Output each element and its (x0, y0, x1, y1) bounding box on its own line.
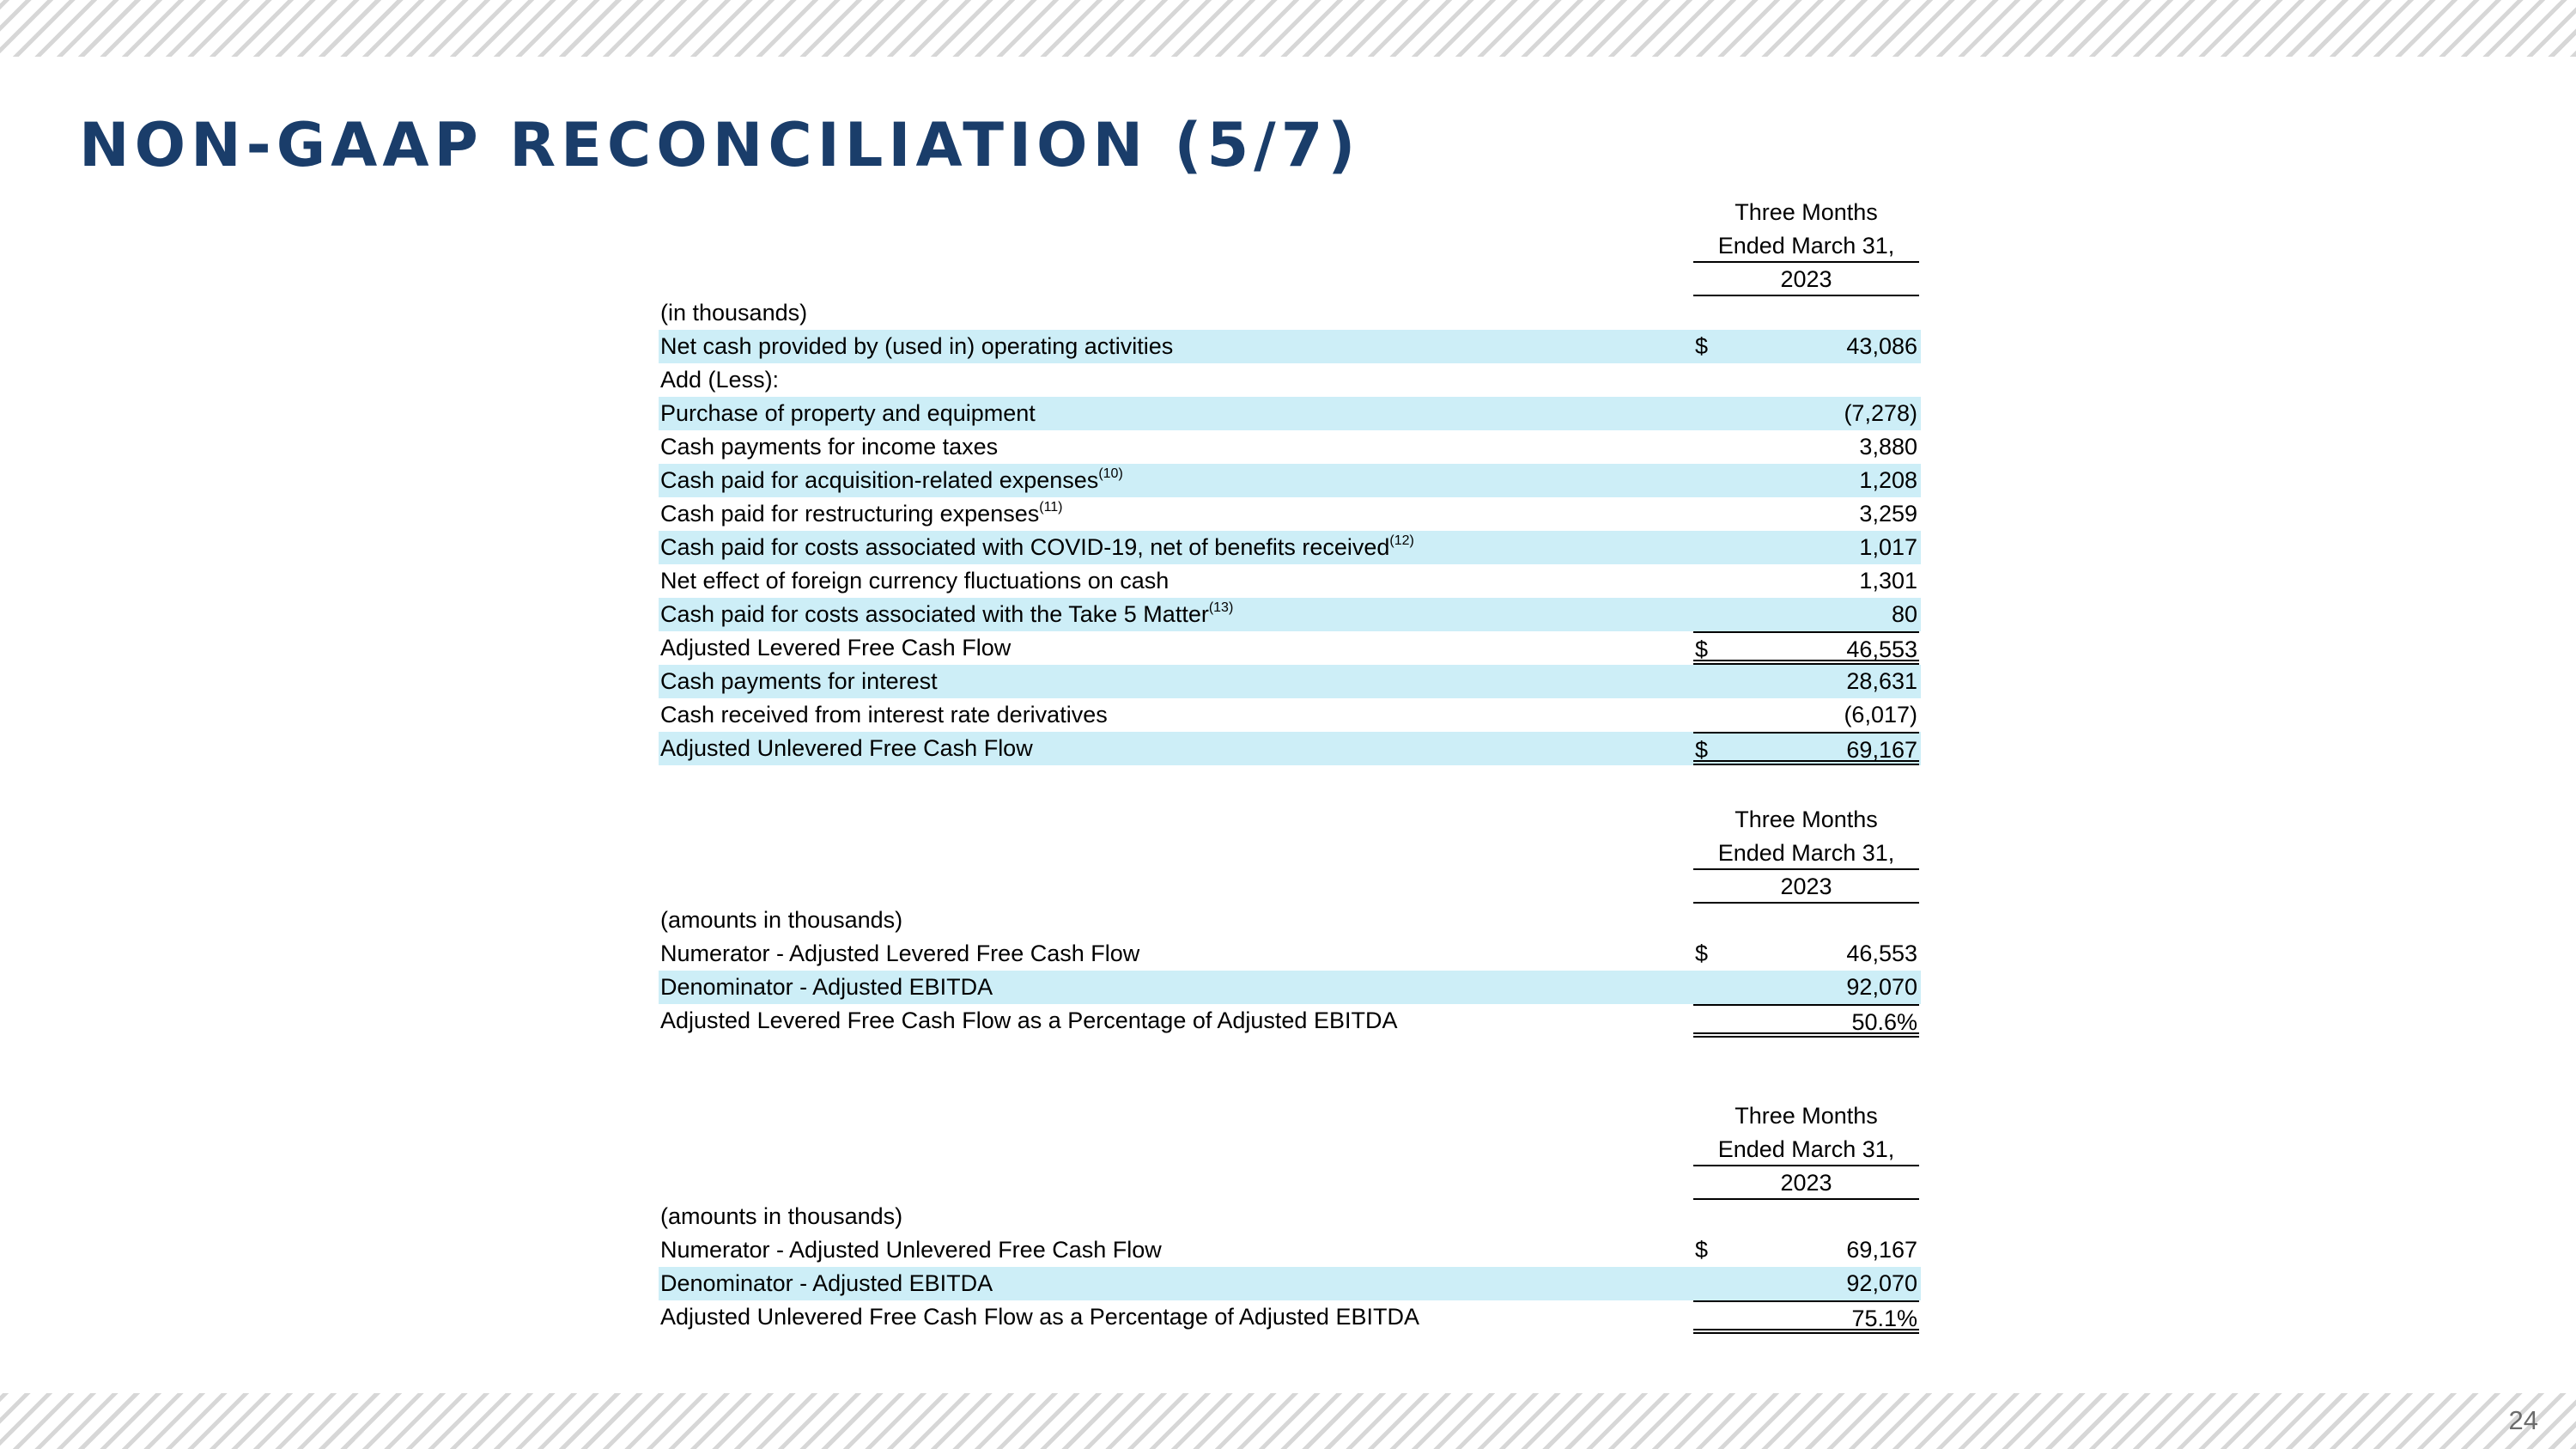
table-row (659, 464, 1921, 497)
row-value: 92,070 (1846, 1270, 1917, 1296)
column-header-text: Three Months (1735, 1103, 1878, 1129)
column-header-line-2 (659, 1133, 1921, 1166)
row-label: Cash payments for income taxes (660, 434, 999, 460)
footnote-marker: (13) (1208, 600, 1234, 615)
row-value: (7,278) (1844, 400, 1917, 426)
row-label: Denominator - Adjusted EBITDA (660, 974, 993, 1000)
table-row (659, 1267, 1921, 1300)
row-label: Net cash provided by (used in) operating activities (660, 333, 1174, 359)
bottom-hatch-band (0, 1393, 2576, 1449)
row-value: 50.6% (1693, 1004, 1919, 1038)
row-label: Net effect of foreign currency fluctuations on cash (660, 568, 1170, 594)
table-row (659, 1233, 1921, 1267)
row-value: 46,553 (1846, 636, 1917, 662)
row-value-cell (1693, 937, 1919, 971)
table-row (659, 430, 1921, 464)
table-levered-fcf-percentage (659, 803, 1921, 1038)
row-value-cell (1693, 631, 1919, 665)
row-label: Adjusted Unlevered Free Cash Flow (660, 735, 1033, 761)
currency-symbol: $ (1695, 941, 1709, 966)
column-header-line-2 (659, 837, 1921, 870)
column-header-year: 2023 (1693, 1166, 1919, 1200)
column-header-line-1 (659, 196, 1921, 229)
column-header-year: 2023 (1693, 870, 1919, 904)
row-label: Cash paid for restructuring expenses$^{(11)}$ (660, 500, 1063, 527)
row-label: Cash payments for interest (660, 668, 938, 694)
column-header-text: Three Months (1735, 199, 1878, 225)
row-label: Cash paid for costs associated with the Take 5 Matter$^{(13)}$ (660, 600, 1234, 627)
units-row (659, 296, 1921, 330)
row-value: (6,017) (1844, 702, 1917, 728)
row-label: Adjusted Levered Free Cash Flow (660, 635, 1012, 661)
table-row (659, 397, 1921, 430)
row-value: 69,167 (1846, 1237, 1917, 1263)
table-row-total (659, 1300, 1921, 1334)
row-value: 3,880 (1859, 434, 1917, 460)
table-row (659, 598, 1921, 631)
row-value: 43,086 (1846, 333, 1917, 359)
row-value: 69,167 (1846, 737, 1917, 763)
column-header-line-2 (659, 229, 1921, 263)
units-row (659, 904, 1921, 937)
currency-symbol: $ (1695, 333, 1709, 359)
row-value: 1,017 (1859, 534, 1917, 560)
table-row (659, 564, 1921, 598)
page-title: NON-GAAP RECONCILIATION (5/7) (79, 110, 1361, 180)
row-value: 3,259 (1859, 501, 1917, 527)
column-header-text: Ended March 31, (1693, 837, 1919, 870)
row-label: Denominator - Adjusted EBITDA (660, 1270, 993, 1296)
table-row-total (659, 1004, 1921, 1038)
row-label: Numerator - Adjusted Levered Free Cash Flow (660, 941, 1140, 966)
table-row (659, 698, 1921, 732)
table-cash-flow-reconciliation (659, 196, 1921, 765)
row-value: 46,553 (1846, 941, 1917, 966)
column-header-text: Ended March 31, (1693, 1133, 1919, 1166)
column-header-line-3 (659, 263, 1921, 296)
row-label: Cash received from interest rate derivatives (660, 702, 1108, 728)
table-row-total (659, 732, 1921, 765)
row-value: 28,631 (1846, 668, 1917, 694)
table-row (659, 330, 1921, 363)
row-label: Numerator - Adjusted Unlevered Free Cash Flow (660, 1237, 1162, 1263)
units-row (659, 1200, 1921, 1233)
column-header-year: 2023 (1693, 263, 1919, 296)
page-number: 24 (2508, 1405, 2538, 1435)
row-value-cell (1693, 732, 1919, 765)
row-label: Cash paid for costs associated with COVID-19, net of benefits received$^{(12)}$ (660, 533, 1414, 560)
row-label: Adjusted Unlevered Free Cash Flow as a Percentage of Adjusted EBITDA (660, 1304, 1419, 1330)
column-header-line-1 (659, 803, 1921, 837)
column-header-line-3 (659, 870, 1921, 904)
row-label: Add (Less): (660, 367, 780, 393)
units-label: (amounts in thousands) (660, 1203, 903, 1229)
table-row (659, 363, 1921, 397)
column-header-line-3 (659, 1166, 1921, 1200)
table-row-subtotal (659, 631, 1921, 665)
column-header-text: Three Months (1735, 807, 1878, 832)
table-row (659, 531, 1921, 564)
column-header-text: Ended March 31, (1693, 229, 1919, 263)
row-value: 1,301 (1859, 568, 1917, 594)
top-hatch-band (0, 0, 2576, 57)
row-value: 92,070 (1846, 974, 1917, 1000)
table-row (659, 497, 1921, 531)
footnote-marker: (12) (1389, 533, 1414, 548)
table-row (659, 971, 1921, 1004)
table-row (659, 937, 1921, 971)
row-label: Adjusted Levered Free Cash Flow as a Percentage of Adjusted EBITDA (660, 1008, 1398, 1033)
column-header-line-1 (659, 1099, 1921, 1133)
footnote-marker: (10) (1098, 466, 1123, 481)
row-value-cell (1693, 1233, 1919, 1267)
row-value: 1,208 (1859, 467, 1917, 493)
currency-symbol: $ (1695, 737, 1709, 763)
table-row (659, 665, 1921, 698)
units-label: (amounts in thousands) (660, 907, 903, 933)
row-label: Cash paid for acquisition-related expenses$^{(10)}$ (660, 466, 1123, 493)
row-label: Purchase of property and equipment (660, 400, 1036, 426)
footnote-marker: (11) (1039, 500, 1063, 514)
currency-symbol: $ (1695, 636, 1709, 662)
units-label: (in thousands) (660, 300, 808, 326)
row-value: 75.1% (1693, 1300, 1919, 1334)
table-unlevered-fcf-percentage (659, 1099, 1921, 1334)
currency-symbol: $ (1695, 1237, 1709, 1263)
row-value: 80 (1891, 601, 1917, 627)
row-value-cell (1693, 330, 1919, 363)
